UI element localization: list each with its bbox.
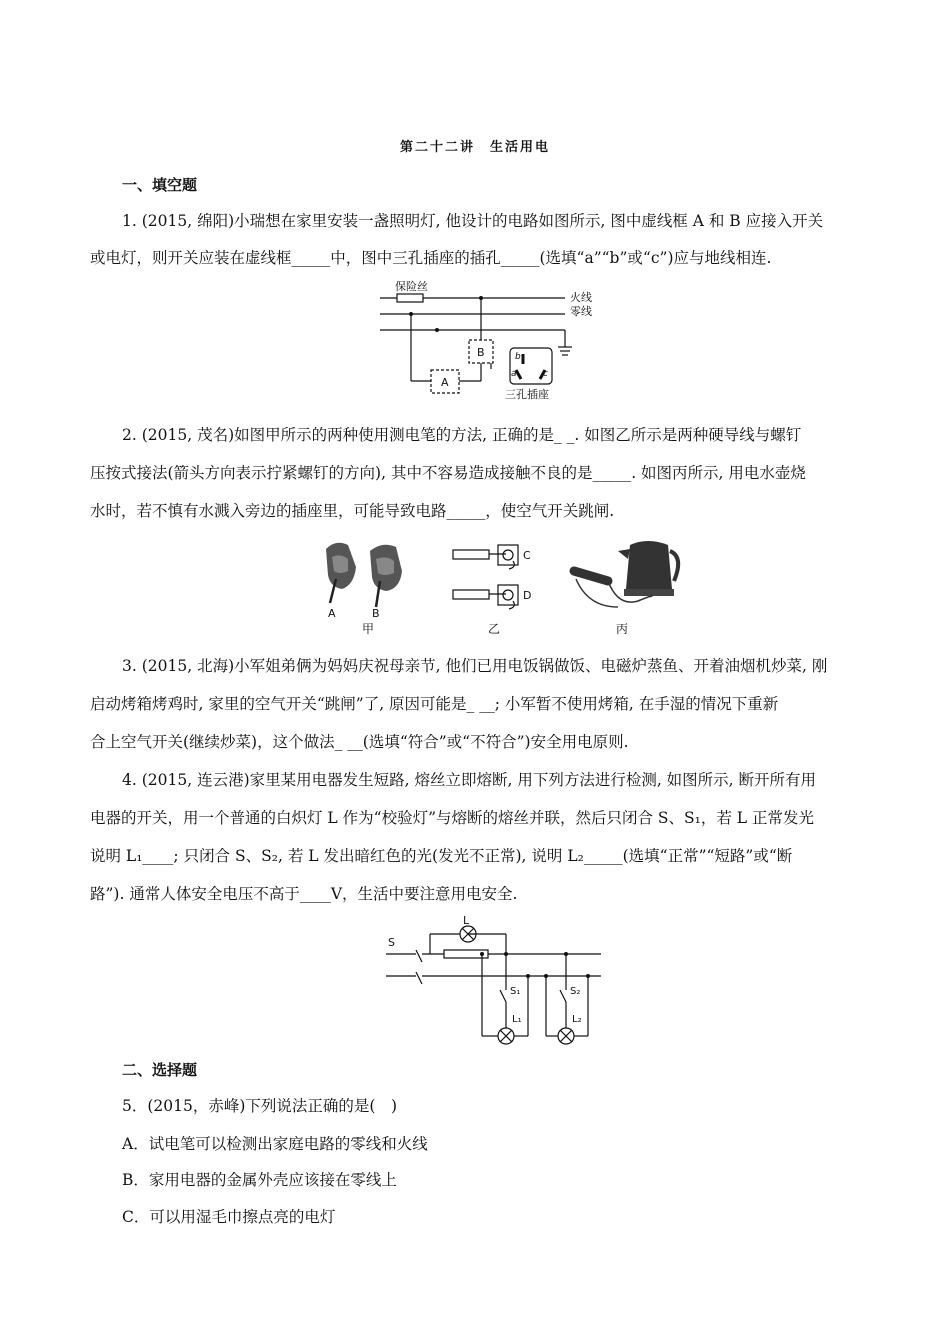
lamp-l1-label: L₁ [512, 1014, 522, 1025]
pen-b-label: B [372, 607, 380, 620]
socket-label: 三孔插座 [505, 388, 549, 401]
section-choice-heading: 二、选择题 [122, 1061, 198, 1079]
q4-line-4: 路”). 通常人体安全电压不高于____V，生活中要注意用电安全. [90, 885, 518, 903]
q1-line-1: 1. (2015, 绵阳)小瑞想在家里安装一盏照明灯, 他设计的电路如图所示, 图中虚线框 A 和 B 应接入开关 [122, 212, 824, 230]
q2-line-3: 水时，若不慎有水溅入旁边的插座里，可能导致电路_____，使空气开关跳闸. [90, 502, 615, 520]
live-wire-label: 火线 [570, 291, 592, 304]
socket-hole-b-label: b [515, 352, 521, 362]
test-pen-hands-illustration [326, 543, 402, 607]
screw-connection-illustration [453, 545, 518, 609]
q2-figures [318, 537, 688, 639]
box-b-label: B [477, 346, 485, 359]
q2-line-1: 2. (2015, 茂名)如图甲所示的两种使用测电笔的方法, 正确的是_ _. 如图乙所示是两种硬导线与螺钉 [122, 426, 802, 444]
caption-jia: 甲 [362, 622, 375, 636]
caption-bing: 丙 [616, 622, 629, 636]
lamp-l-label: L [463, 914, 470, 927]
fuse-label: 保险丝 [395, 280, 428, 293]
switch-s-label: S [388, 936, 395, 949]
caption-yi: 乙 [488, 622, 501, 636]
socket-hole-a-label: a [511, 369, 517, 379]
q3-line-3: 合上空气开关(继续炒菜)，这个做法_ __(选填“符合”或“不符合”)安全用电原则. [90, 733, 629, 751]
q5-option-b: B．家用电器的金属外壳应该接在零线上 [122, 1171, 397, 1189]
q5-stem: 5．(2015，赤峰)下列说法正确的是( ) [122, 1097, 397, 1115]
q4-line-2: 电器的开关，用一个普通的白炽灯 L 作为“校验灯”与熔断的熔丝并联，然后只闭合 S、S₁，若 L 正常发光 [90, 809, 815, 827]
q4-line-1: 4. (2015, 连云港)家里某用电器发生短路, 熔丝立即熔断, 用下列方法进行检测, 如图所示, 断开所有用 [122, 771, 817, 789]
switch-s2-label: S₂ [570, 986, 581, 997]
q5-option-c: C．可以用湿毛巾擦点亮的电灯 [122, 1208, 336, 1226]
connection-c-label: C [523, 549, 531, 562]
q3-line-1: 3. (2015, 北海)小军姐弟俩为妈妈庆祝母亲节, 他们已用电饭锅做饭、电磁炉蒸鱼、开着油烟机炒菜, 刚 [122, 657, 828, 675]
q5-option-a: A．试电笔可以检测出家庭电路的零线和火线 [122, 1135, 428, 1153]
q1-circuit-figure [375, 277, 605, 402]
page-title: 第二十二讲 生活用电 [399, 140, 550, 155]
switch-s1-label: S₁ [510, 986, 521, 997]
q1-line-2: 或电灯，则开关应装在虚线框_____中，图中三孔插座的插孔_____(选填“a”“b”或“c”)应与地线相连. [90, 249, 772, 267]
connection-d-label: D [523, 589, 532, 602]
q3-line-2: 启动烤箱烤鸡时, 家里的空气开关“跳闸”了, 原因可能是_ __; 小军暂不使用烤箱, 在手湿的情况下重新 [90, 695, 779, 713]
q4-line-3: 说明 L₁____; 只闭合 S、S₂, 若 L 发出暗红色的光(发光不正常), 说明 L₂_____(选填“正常”“短路”或“断 [90, 847, 793, 865]
q4-circuit-figure [376, 912, 604, 1048]
pen-a-label: A [328, 607, 336, 620]
kettle-illustration [574, 541, 678, 607]
q2-line-2: 压按式接法(箭头方向表示拧紧螺钉的方向), 其中不容易造成接触不良的是_____. 如图丙所示, 用电水壶烧 [90, 464, 806, 482]
section-fill-heading: 一、填空题 [122, 176, 198, 194]
box-a-label: A [441, 376, 449, 389]
lamp-l2-label: L₂ [572, 1014, 582, 1025]
neutral-wire-label: 零线 [570, 305, 592, 318]
socket-hole-c-label: c [543, 369, 548, 379]
